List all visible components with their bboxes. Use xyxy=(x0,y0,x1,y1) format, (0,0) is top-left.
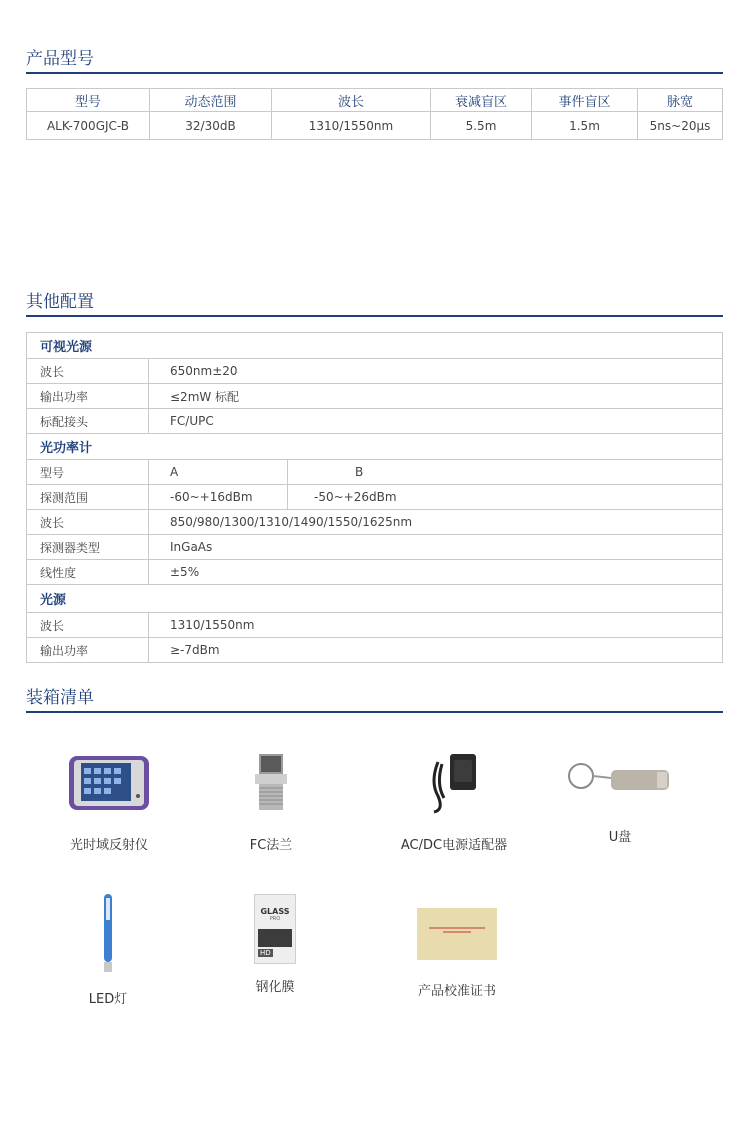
cell-dynamic-range: 32/30dB xyxy=(150,112,272,140)
row-value: InGaAs xyxy=(149,535,723,560)
section-divider xyxy=(26,72,723,74)
row-label: 波长 xyxy=(27,510,149,535)
row-label: 线性度 xyxy=(27,560,149,585)
packing-item-certificate xyxy=(372,900,542,999)
table-row xyxy=(27,638,723,663)
cell-wavelength: 1310/1550nm xyxy=(272,112,431,140)
table-row xyxy=(27,510,723,535)
fc-flange-image xyxy=(251,752,291,822)
header-model: 型号 xyxy=(27,89,150,112)
packing-item-usb-disk xyxy=(535,752,705,845)
table-row xyxy=(27,560,723,585)
item-caption: 光时域反射仪 xyxy=(69,838,148,853)
table-row xyxy=(27,409,723,434)
row-label: 探测范围 xyxy=(27,485,149,510)
model-b-value: B xyxy=(288,460,723,485)
cell-pulse-width: 5ns~20μs xyxy=(638,112,723,140)
row-label: 标配接头 xyxy=(27,409,149,434)
other-config-title: 其他配置 xyxy=(26,292,94,312)
table-row xyxy=(27,613,723,638)
header-pulse-width: 脉宽 xyxy=(638,89,723,112)
group-row xyxy=(27,434,723,460)
item-caption: 产品校准证书 xyxy=(417,984,496,999)
item-caption: FC法兰 xyxy=(249,838,293,853)
row-label: 探测器类型 xyxy=(27,535,149,560)
item-caption: U盘 xyxy=(608,830,632,845)
row-value: 1310/1550nm xyxy=(149,613,723,638)
packing-item-otdr xyxy=(24,752,194,853)
table-row xyxy=(27,384,723,409)
table-row xyxy=(27,535,723,560)
packing-item-adapter xyxy=(369,752,539,853)
header-attenuation-dead-zone: 衰减盲区 xyxy=(431,89,532,112)
table-row xyxy=(27,359,723,384)
row-label: 输出功率 xyxy=(27,384,149,409)
section-divider xyxy=(26,711,723,713)
range-b-value: -50~+26dBm xyxy=(288,485,723,510)
group-row xyxy=(27,333,723,359)
row-value: ±5% xyxy=(149,560,723,585)
film-box-text: GLASS xyxy=(260,907,290,916)
product-model-table xyxy=(26,88,723,140)
table-row xyxy=(27,460,723,485)
range-a-value: -60~+16dBm xyxy=(149,485,288,510)
packing-item-fc-flange xyxy=(186,752,356,853)
item-caption: LED灯 xyxy=(88,992,128,1007)
packing-item-tempered-film xyxy=(190,894,360,995)
table-row xyxy=(27,112,723,140)
section-divider xyxy=(26,315,723,317)
otdr-image xyxy=(68,752,150,822)
cell-model: ALK-700GJC-B xyxy=(27,112,150,140)
model-a-value: A xyxy=(149,460,288,485)
header-event-dead-zone: 事件盲区 xyxy=(532,89,638,112)
row-label: 型号 xyxy=(27,460,149,485)
row-value: 850/980/1300/1310/1490/1550/1625nm xyxy=(149,510,723,535)
header-dynamic-range: 动态范围 xyxy=(150,89,272,112)
led-image xyxy=(98,892,118,976)
packing-list-title: 装箱清单 xyxy=(26,688,94,708)
adapter-image xyxy=(428,752,480,822)
group-row xyxy=(27,585,723,613)
film-box-hd: HD xyxy=(260,949,271,957)
row-value: ≤2mW 标配 xyxy=(149,384,723,409)
group-visible-light: 可视光源 xyxy=(27,333,723,359)
cell-attenuation-dead-zone: 5.5m xyxy=(431,112,532,140)
table-header-row xyxy=(27,89,723,112)
row-value: ≥-7dBm xyxy=(149,638,723,663)
group-light-source: 光源 xyxy=(27,585,723,613)
packing-item-led xyxy=(23,892,193,1007)
row-label: 波长 xyxy=(27,359,149,384)
certificate-image xyxy=(417,900,497,962)
row-value: FC/UPC xyxy=(149,409,723,434)
row-value: 650nm±20 xyxy=(149,359,723,384)
header-wavelength: 波长 xyxy=(272,89,431,112)
row-label: 输出功率 xyxy=(27,638,149,663)
item-caption: 钢化膜 xyxy=(255,980,295,995)
group-power-meter: 光功率计 xyxy=(27,434,723,460)
cell-event-dead-zone: 1.5m xyxy=(532,112,638,140)
product-model-title: 产品型号 xyxy=(26,49,94,69)
table-row xyxy=(27,485,723,510)
row-label: 波长 xyxy=(27,613,149,638)
item-caption: AC/DC电源适配器 xyxy=(400,838,508,853)
usb-disk-image xyxy=(565,752,675,822)
tempered-film-image xyxy=(254,894,296,964)
config-table xyxy=(26,332,723,663)
film-box-subtext: PRO xyxy=(269,916,281,922)
